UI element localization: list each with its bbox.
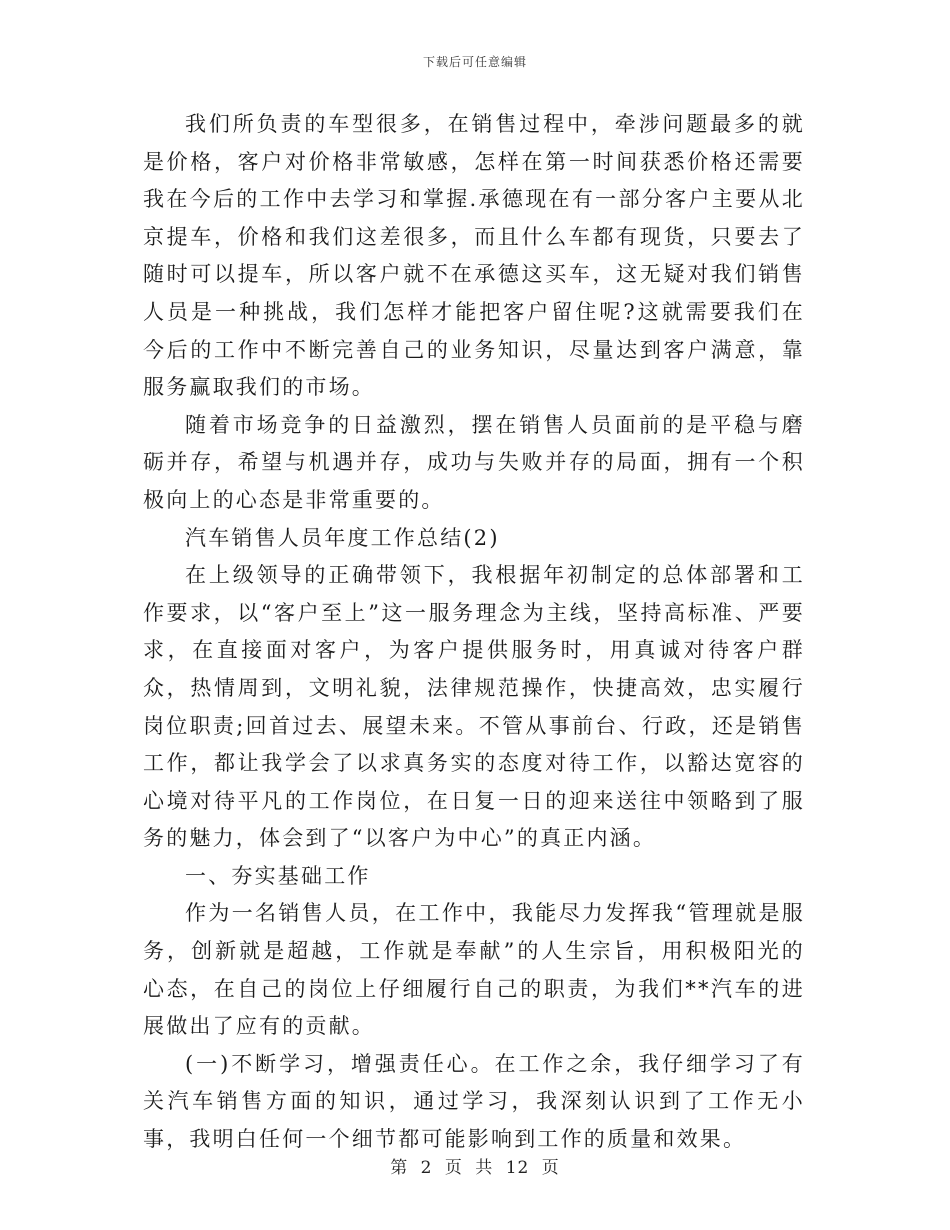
- page-header: 下载后可任意编辑: [422, 55, 527, 69]
- body-paragraph: 作为一名销售人员，在工作中，我能尽力发挥我“管理就是服务，创新就是超越，工作就是奉献”的人生宗旨，用积极阳光的心态，在自己的岗位上仔细履行自己的职责，为我们**汽车的进展做出了应有的贡献。: [143, 901, 805, 1039]
- body-paragraph: 在上级领导的正确带领下，我根据年初制定的总体部署和工作要求，以“客户至上”这一服务理念为主线，坚持高标准、严要求，在直接面对客户，为客户提供服务时，用真诚对待客户群众，热情周到，文明礼貌，法律规范操作，快捷高效，忠实履行岗位职责;回首过去、展望未来。不管从事前台、行政，还是销售工作，都让我学会了以求真务实的态度对待工作，以豁达宽容的心境对待平凡的工作岗位，在日复一日的迎来送往中领略到了服务的魅力，体会到了“以客户为中心”的真正内涵。: [143, 563, 805, 851]
- page-number-footer: 第 2 页 共 12 页: [390, 1158, 560, 1178]
- body-paragraph: 我们所负责的车型很多，在销售过程中，牵涉问题最多的就是价格，客户对价格非常敏感，怎样在第一时间获悉价格还需要我在今后的工作中去学习和掌握.承德现在有一部分客户主要从北京提车，价格和我们这差很多，而且什么车都有现货，只要去了随时可以提车，所以客户就不在承德这买车，这无疑对我们销售人员是一种挑战，我们怎样才能把客户留住呢?这就需要我们在今后的工作中不断完善自己的业务知识，尽量达到客户满意，靠服务赢取我们的市场。: [143, 112, 805, 400]
- body-paragraph: 随着市场竞争的日益激烈，摆在销售人员面前的是平稳与磨砺并存，希望与机遇并存，成功与失败并存的局面，拥有一个积极向上的心态是非常重要的。: [143, 412, 805, 512]
- section-title: 汽车销售人员年度工作总结(2): [185, 525, 500, 550]
- document-body: [143, 106, 805, 1159]
- section-heading: 一、夯实基础工作: [185, 863, 371, 888]
- body-paragraph: (一)不断学习，增强责任心。在工作之余，我仔细学习了有关汽车销售方面的知识，通过学习，我深刻认识到了工作无小事，我明白任何一个细节都可能影响到工作的质量和效果。: [143, 1051, 805, 1152]
